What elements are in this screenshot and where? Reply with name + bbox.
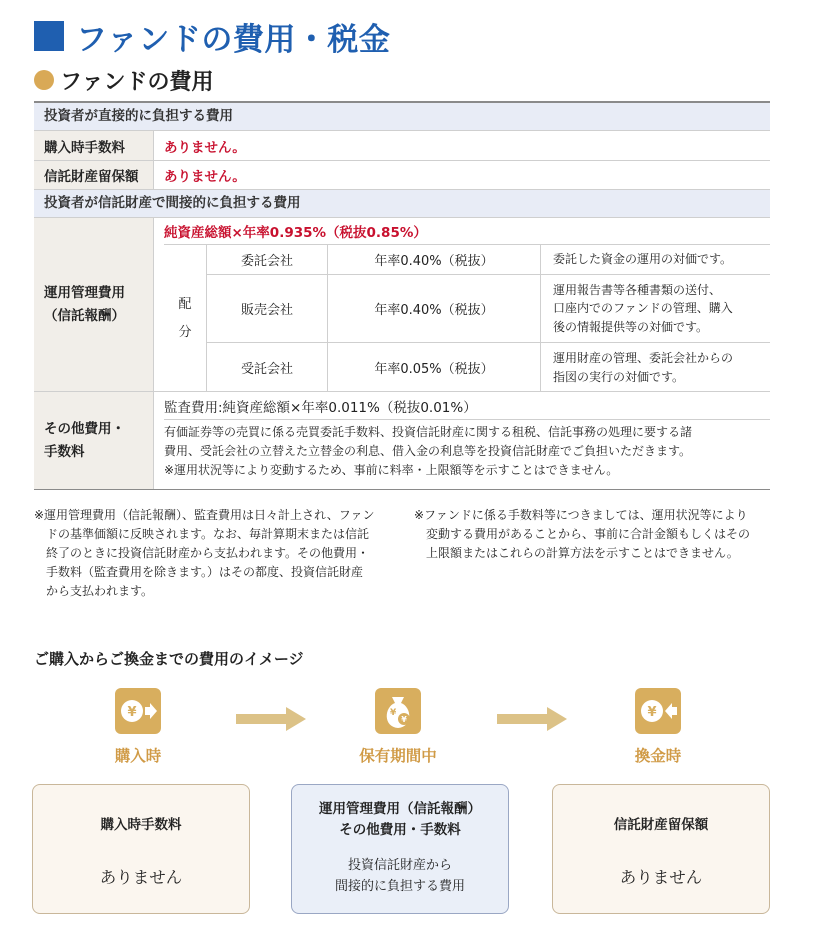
purchase-fee-value: ありません。 [164,139,246,156]
page-title-text: ファンドの費用・税金 [76,21,391,58]
stage-holding [298,688,498,766]
card-title: 信託財産留保額 [613,817,709,833]
management-fee-label: 運用管理費用 （信託報酬） [34,218,154,391]
allocation-party: 受託会社 [207,343,328,392]
card-redeem [552,784,770,914]
purchase-fee-row [34,131,770,161]
retention-label: 信託財産留保額 [34,161,154,189]
card-purchase [32,784,250,914]
retention-row [34,161,770,190]
footnote-left: ※運用管理費用（信託報酬）、監査費用は日々計上され、ファン ドの基準価額に反映されます。なお、毎計算期末または信託 終了のときに投資信託財産から支払われます。その他費用・ 手数料（監査費用を除きます。）はその都度、投資信託財産 から支払われます。 [34,508,375,598]
indirect-cost-header: 投資者が信託財産で間接的に負担する費用 [34,190,770,218]
allocation-row [207,275,770,343]
stage-label: 換金時 [634,747,682,765]
yen-bag-icon [375,688,421,734]
title-square-marker [34,21,64,51]
stage-redeem [558,688,758,766]
svg-text:¥: ¥ [401,715,407,724]
page-title [34,14,390,58]
retention-value: ありません。 [164,169,246,185]
card-title: 運用管理費用（信託報酬） その他費用・手数料 [319,801,481,838]
stage-label: 保有期間中 [359,747,437,765]
stage-label: 購入時 [114,747,162,765]
allocation-row [207,343,770,392]
stage-purchase [38,688,238,766]
section-subtitle [34,64,214,96]
allocation-party: 販売会社 [207,275,328,342]
svg-text:¥: ¥ [647,705,657,720]
svg-text:¥: ¥ [127,705,137,720]
allocation-label: 配 分 [164,245,207,392]
other-fees-label: その他費用・ 手数料 [34,392,154,489]
card-title: 購入時手数料 [100,817,182,833]
audit-fee-text: 監査費用:純資産総額×年率0.011%（税抜0.01%） [164,392,770,420]
subtitle-dot-marker [34,70,54,90]
purchase-fee-label: 購入時手数料 [34,131,154,160]
management-fee-rate: 純資産総額×年率0.935%（税抜0.85%） [164,225,427,241]
svg-text:¥: ¥ [390,708,397,718]
allocation-rate: 年率0.40%（税抜） [328,275,541,342]
cost-image-title: ご購入からご換金までの費用のイメージ [34,650,304,668]
section-subtitle-text: ファンドの費用 [60,69,214,95]
allocation-row [207,245,770,275]
allocation-rate: 年率0.40%（税抜） [328,245,541,274]
allocation-rate: 年率0.05%（税抜） [328,343,541,392]
direct-cost-header: 投資者が直接的に負担する費用 [34,103,770,131]
fee-table [34,101,770,490]
yen-coin-in-icon [115,688,161,734]
flow-arrow-icon [497,707,567,731]
card-value: 投資信託財産から 間接的に負担する費用 [334,857,465,895]
card-value: ありません [99,867,183,887]
other-fees-description: 有価証券等の売買に係る売買委託手数料、投資信託財産に関する租税、信託事務の処理に要する諸 費用、受託会社の立替えた立替金の利息、借入金の利息等を投資信託財産でご負担いただきます。 ※運用状況等により変動するため、事前に料率・上限額等を示すことはできません。 [164,425,693,478]
other-fees-row [34,392,770,489]
management-fee-row [34,218,770,392]
allocation-description: 運用報告書等各種書類の送付、 口座内でのファンドの管理、購入 後の情報提供等の対価です。 [553,282,733,334]
allocation-description: 委託した資金の運用の対価です。 [553,252,733,267]
allocation-party: 委託会社 [207,245,328,274]
allocation-table [164,244,770,392]
yen-coin-out-icon [635,688,681,734]
flow-arrow-icon [236,707,306,731]
card-value: ありません [619,867,703,887]
allocation-description: 運用財産の管理、委託会社からの 指図の実行の対価です。 [553,350,734,384]
footnote-right: ※ファンドに係る手数料等につきましては、運用状況等により 変動する費用があることから、事前に合計金額もしくはその 上限額またはこれらの計算方法を示すことはできません。 [414,508,751,560]
card-holding [291,784,509,914]
